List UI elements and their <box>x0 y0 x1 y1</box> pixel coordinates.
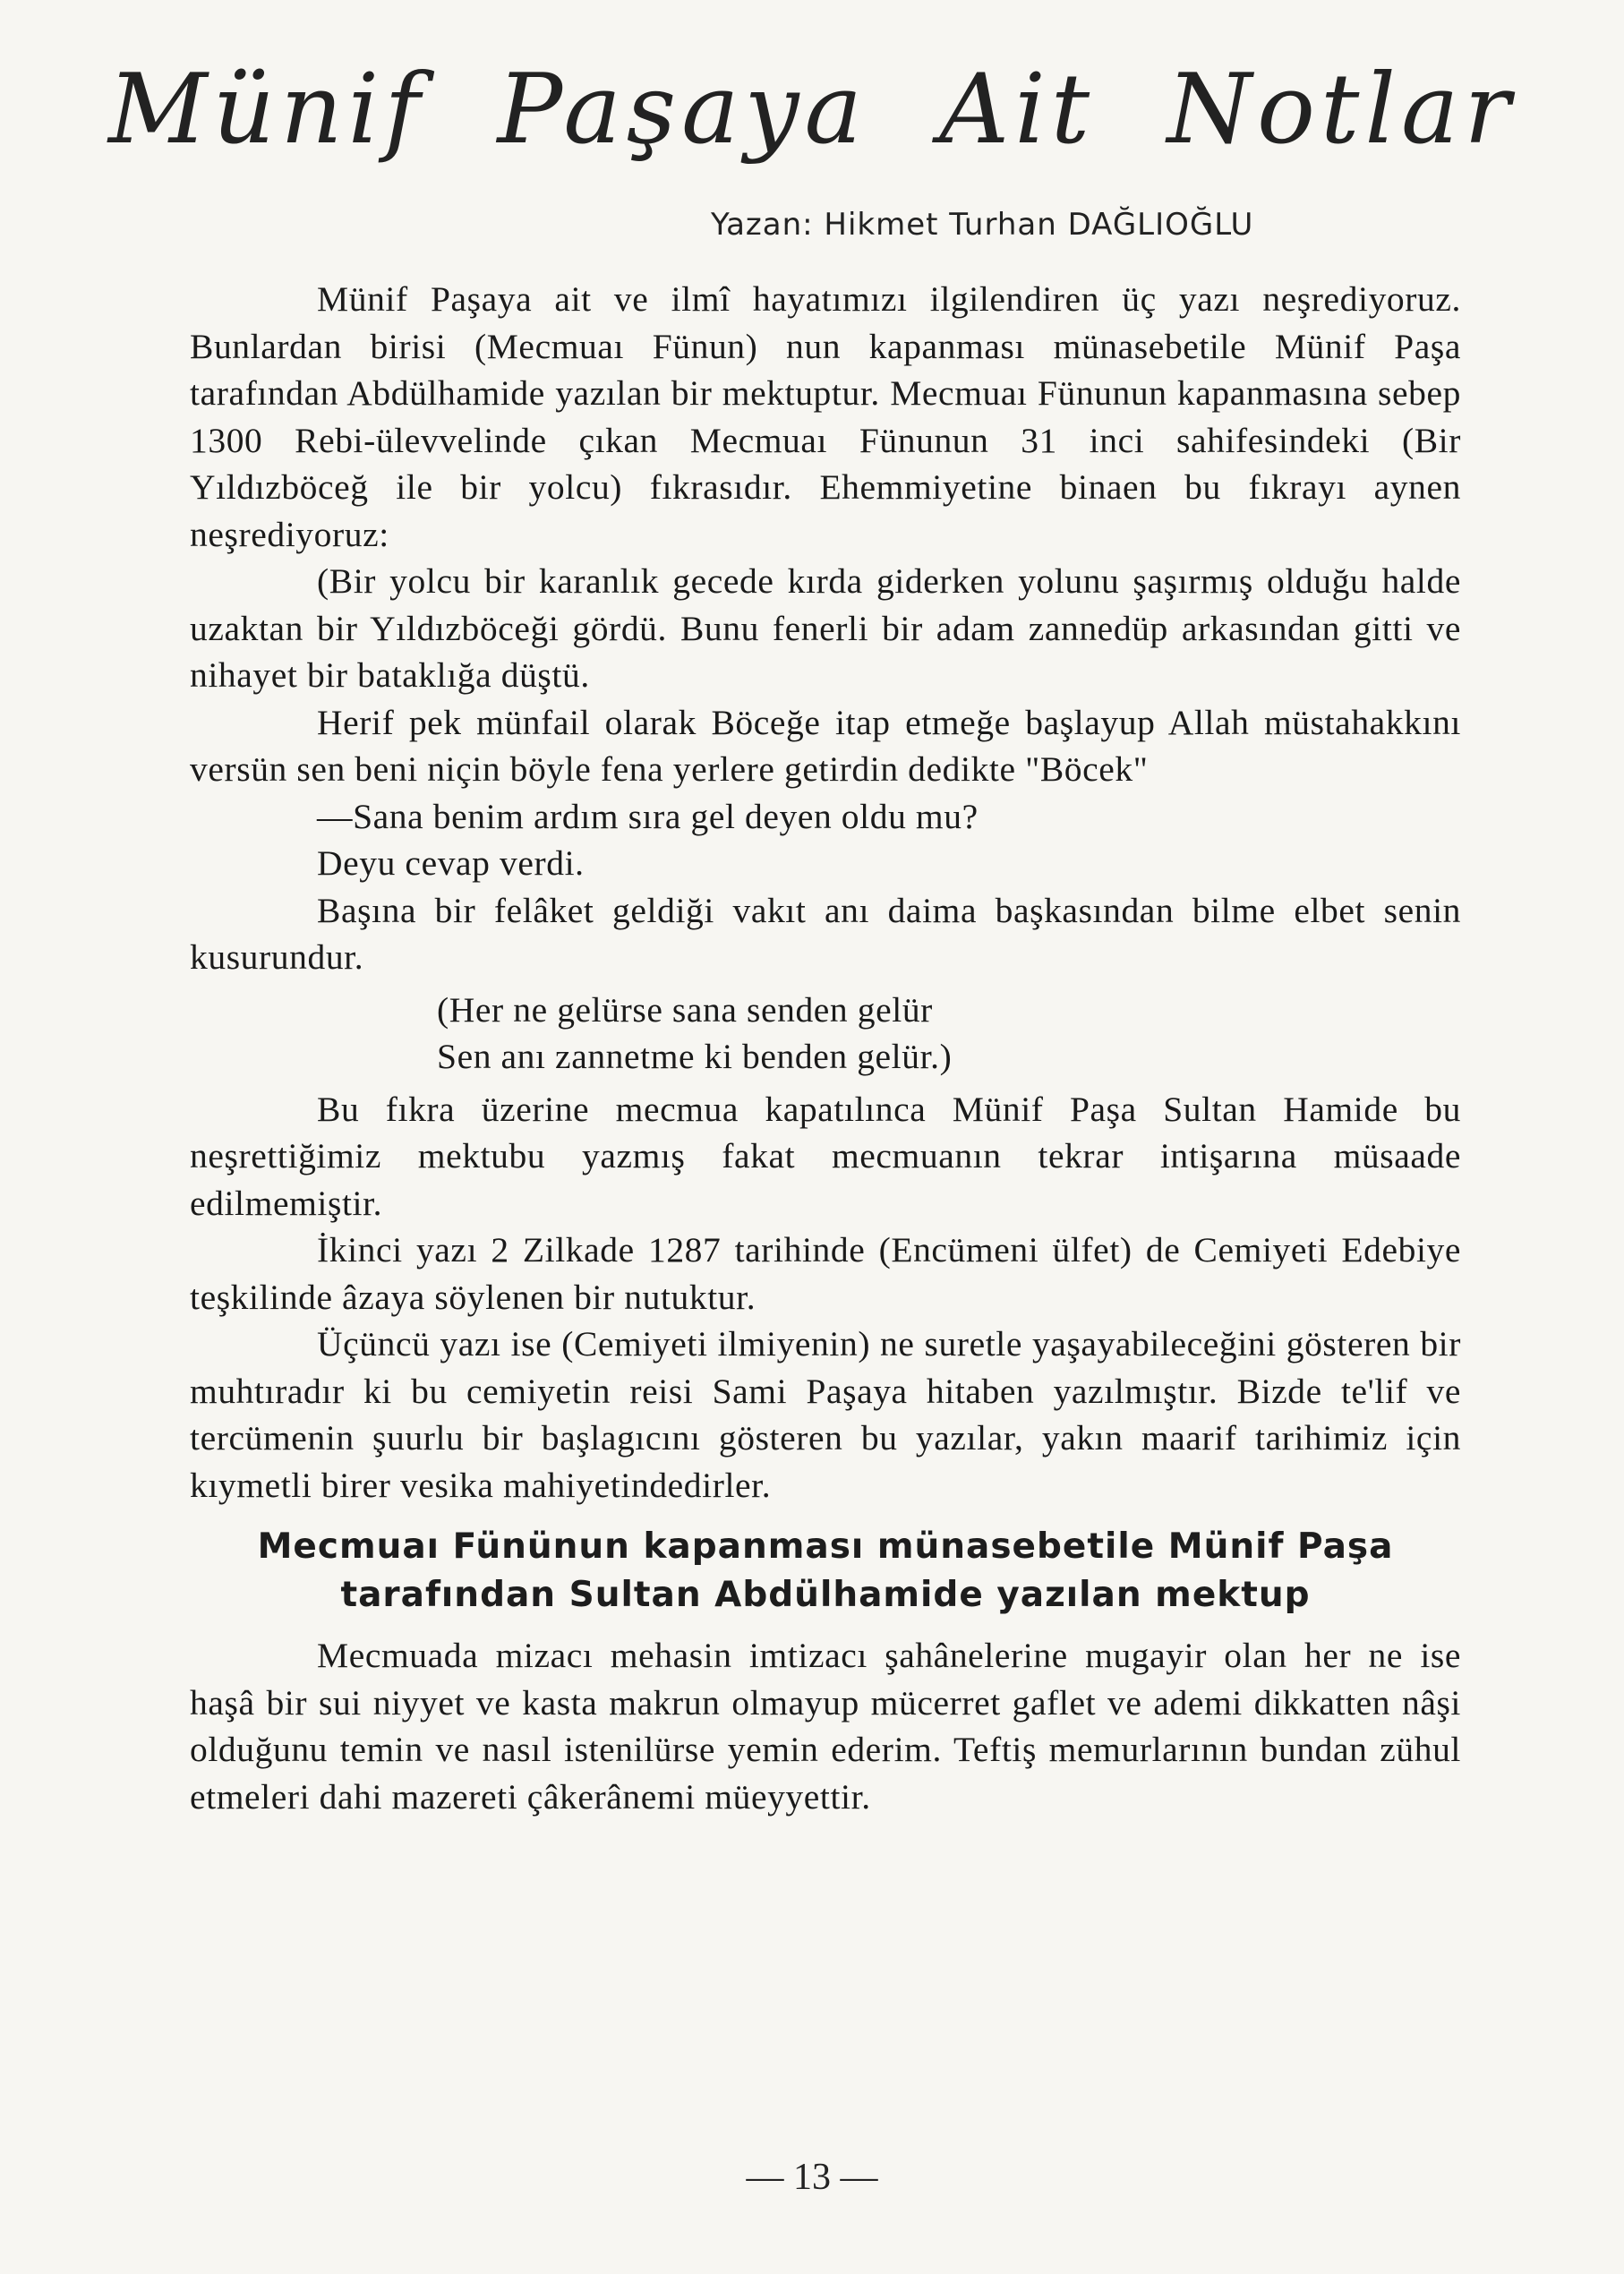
section-heading <box>190 1523 1461 1620</box>
article-byline: Yazan: Hikmet Turhan DAĞLIOĞLU <box>711 207 1254 243</box>
article-body <box>190 276 1461 1820</box>
section-heading-line: tarafından Sultan Abdülhamide yazılan mektup <box>340 1575 1311 1615</box>
verse-line: Sen anı zannetme ki benden gelür.) <box>437 1037 953 1076</box>
paragraph-second-text: İkinci yazı 2 Zilkade 1287 tarihinde (Encümeni ülfet) de Cemiyeti Edebiye teşkilinde âzaya söylenen bir nutuktur. <box>190 1230 1461 1317</box>
paragraph-dialogue: —Sana benim ardım sıra gel deyen oldu mu? <box>317 796 979 836</box>
verse-line: (Her ne gelürse sana senden gelür <box>437 989 933 1030</box>
paragraph-closure: Bu fıkra üzerine mecmua kapatılınca Münif Paşa Sultan Hamide bu neşrettiğimiz mektubu yazmış fakat mecmuanın tekrar intişarına müsaade edilmemiştir. <box>190 1089 1461 1223</box>
page-number: — 13 — <box>746 2157 878 2198</box>
paragraph-story-2: Herif pek münfail olarak Böceğe itap etmeğe başlayup Allah müstahakkını versün sen beni niçin böyle fena yerlere getirdin dedikte "Böcek" <box>190 702 1461 789</box>
verse-block <box>437 987 1461 1081</box>
paragraph-third-text: Üçüncü yazı ise (Cemiyeti ilmiyenin) ne suretle yaşayabileceğini gösteren bir muhtıradır ki bu cemiyetin reisi Sami Paşaya hitaben yazılmıştır. Bizde te'lif ve tercümenin şuurlu bir başlagıcını gösteren bu yazılar, yakın maarif tarihimiz için kıymetli birer vesika mahiyetindedirler. <box>190 1324 1461 1505</box>
paragraph-moral: Başına bir felâket geldiği vakıt anı daima başkasından bilme elbet senin kusurundur. <box>190 890 1461 977</box>
paragraph-intro: Münif Paşaya ait ve ilmî hayatımızı ilgilendiren üç yazı neşrediyoruz. Bunlardan birisi (Mecmuaı Fünun) nun kapanması münasebetile Münif Paşa tarafından Abdülhamide yazılan bir mektuptur. Mecmuaı Fünunun kapanmasına sebep 1300 Rebi-ülevvelinde çıkan Mecmuaı Fünunun 31 inci sahifesindeki (Bir Yıldızböceğ ile bir yolcu) fıkrasıdır. Ehemmiyetine binaen bu fıkrayı aynen neşrediyoruz: <box>190 279 1461 554</box>
paragraph-letter: Mecmuada mizacı mehasin imtizacı şahânelerine mugayir olan her ne ise haşâ bir sui niyyet ve kasta makrun olmayup mücerret gaflet ve ademi dikkatten nâşi olduğunu temin ve nasıl istenilürse yemin ederim. Teftiş memurlarının bundan zühul etmeleri dahi mazereti çâkerânemi müeyyettir. <box>190 1636 1461 1817</box>
article-title: Münif Paşaya Ait Notlar <box>107 54 1517 166</box>
paragraph-reply: Deyu cevap verdi. <box>317 843 585 883</box>
paragraph-story-1: (Bir yolcu bir karanlık gecede kırda giderken yolunu şaşırmış olduğu halde uzaktan bir Yıldızböceği gördü. Bunu fenerli bir adam zannedüp arkasından gitti ve nihayet bir bataklığa düştü. <box>190 561 1461 695</box>
section-heading-line: Mecmuaı Fününun kapanması münasebetile Münif Paşa <box>257 1526 1394 1567</box>
